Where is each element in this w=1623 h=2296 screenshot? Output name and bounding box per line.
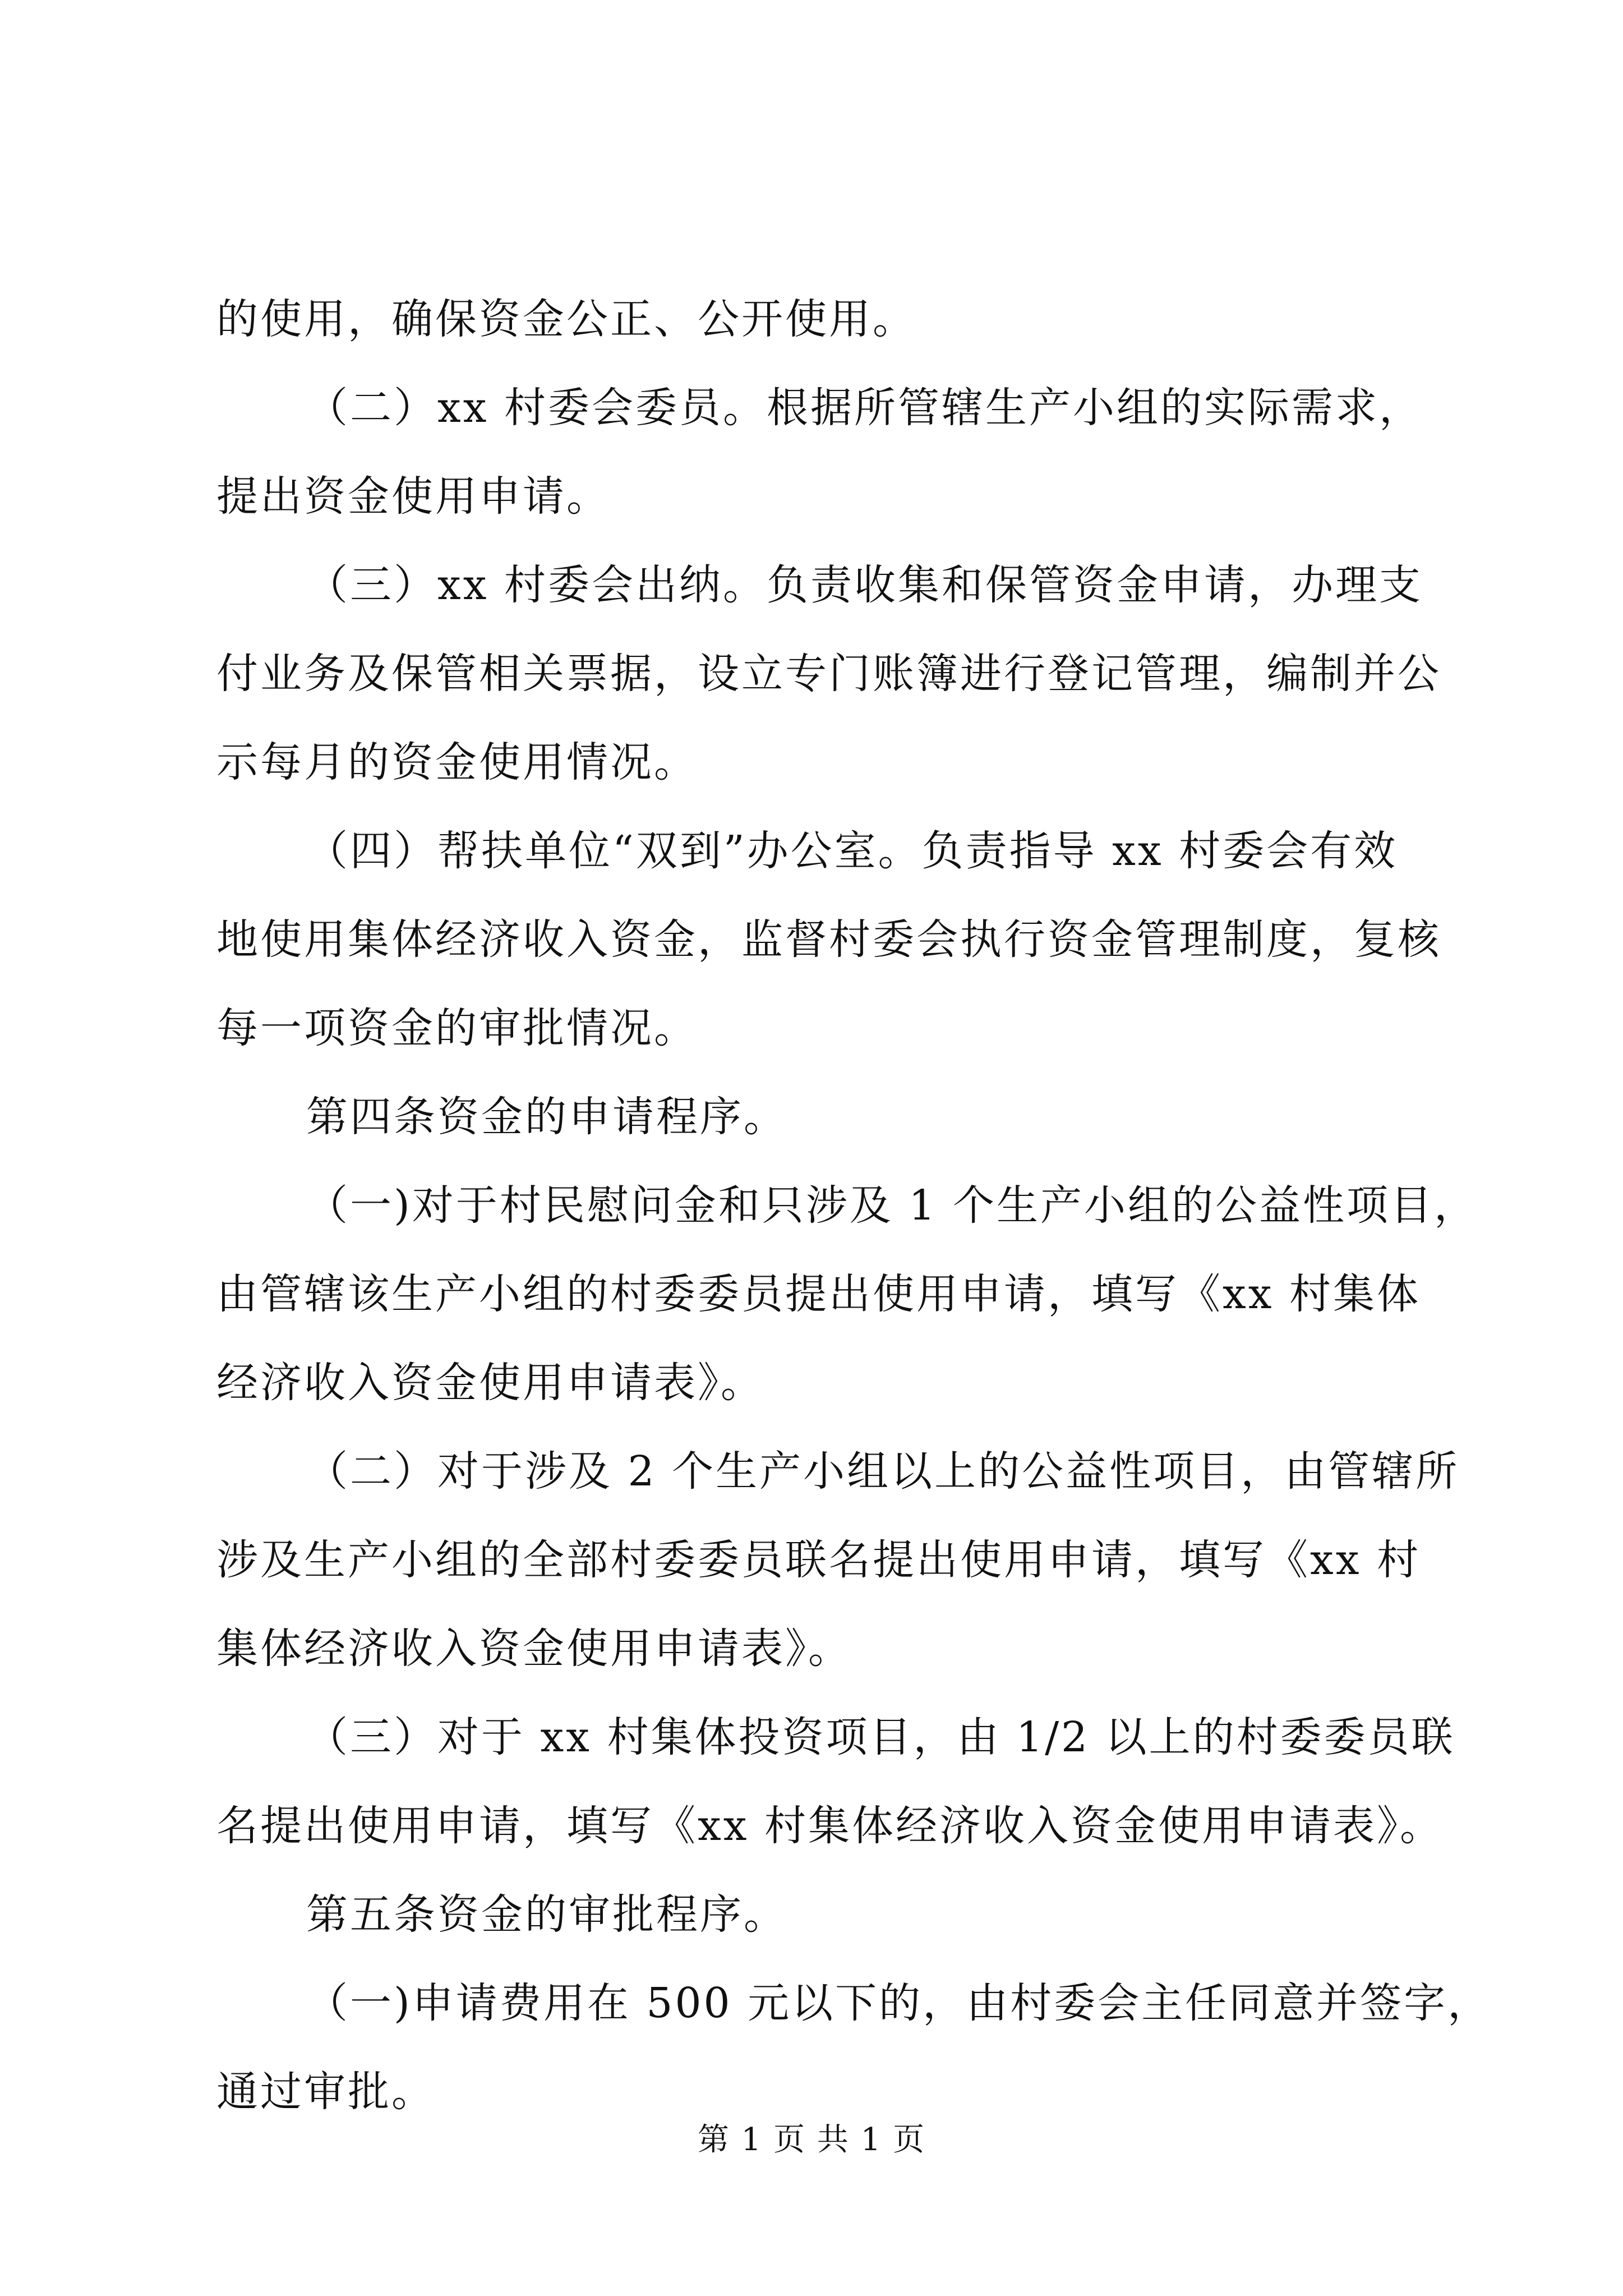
- paragraph-4: [216, 807, 1441, 1073]
- page-number-footer: 第 1 页 共 1 页: [697, 2122, 926, 2158]
- text-line: 的使用，确保资金公正、公开使用。: [216, 295, 916, 343]
- text-line: 经济收入资金使用申请表》。: [216, 1359, 764, 1407]
- text-line: 集体经济收入资金使用申请表》。: [216, 1625, 852, 1673]
- text-line: 付业务及保管相关票据，设立专门账簿进行登记管理，编制并公: [216, 650, 1441, 698]
- text-line: 第五条资金的审批程序。: [306, 1890, 787, 1939]
- text-line: 提出资金使用申请。: [216, 472, 610, 521]
- text-line: （二）xx 村委会委员。根据所管辖生产小组的实际需求，: [306, 384, 1423, 432]
- text-line: （四）帮扶单位“双到”办公室。负责指导 xx 村委会有效: [306, 827, 1398, 875]
- text-line: 通过审批。: [216, 2068, 435, 2116]
- paragraph-6: [216, 1161, 1478, 1427]
- paragraph-7: [216, 1427, 1460, 1693]
- paragraph-2: [216, 364, 1428, 541]
- text-line: （二）对于涉及 2 个生产小组以上的公益性项目，由管辖所: [306, 1447, 1460, 1496]
- text-line: （一)对于村民慰问金和只涉及 1 个生产小组的公益性项目，: [306, 1181, 1478, 1230]
- text-line: 第四条资金的申请程序。: [306, 1093, 787, 1141]
- paragraph-1: [216, 275, 1428, 364]
- text-line: 每一项资金的审批情况。: [216, 1004, 698, 1052]
- paragraph-3: [216, 541, 1441, 807]
- document-body: [216, 275, 1492, 2136]
- text-line: （三）对于 xx 村集体投资项目，由 1/2 以上的村委委员联: [306, 1713, 1455, 1761]
- text-line: 示每月的资金使用情况。: [216, 738, 698, 786]
- text-line: 涉及生产小组的全部村委委员联名提出使用申请，填写《xx 村: [216, 1536, 1421, 1584]
- article-5-heading: [216, 1870, 1428, 1959]
- article-4-heading: [216, 1073, 1428, 1161]
- text-line: 名提出使用申请，填写《xx 村集体经济收入资金使用申请表》。: [216, 1802, 1444, 1850]
- text-line: 由管辖该生产小组的村委委员提出使用申请，填写《xx 村集体: [216, 1270, 1421, 1318]
- paragraph-10: [216, 1959, 1492, 2136]
- text-line: （三）xx 村委会出纳。负责收集和保管资金申请，办理支: [306, 561, 1423, 609]
- paragraph-8: [216, 1693, 1455, 1870]
- text-line: 地使用集体经济收入资金，监督村委会执行资金管理制度，复核: [216, 915, 1441, 964]
- text-line: （一)申请费用在 500 元以下的，由村委会主任同意并签字，: [306, 1979, 1492, 2027]
